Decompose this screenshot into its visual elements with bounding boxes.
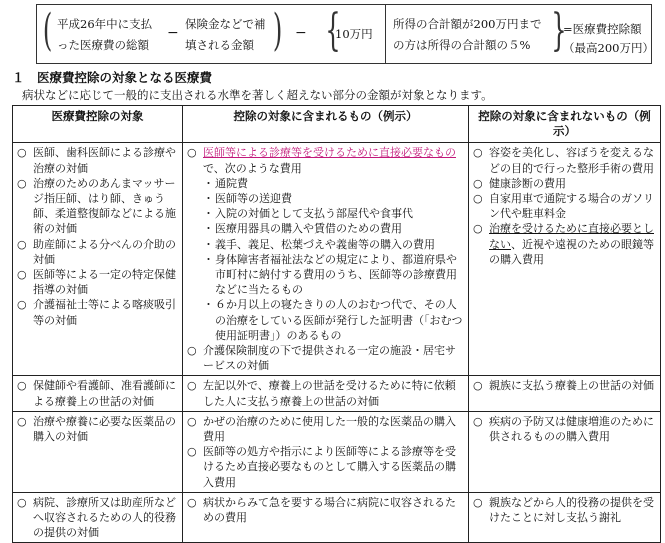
table-row <box>13 376 661 411</box>
list-item: ・ 医療用器具の購入や賃借のための費用 <box>203 222 402 236</box>
list-item: ○ 親族に支払う療養上の世話の対価 <box>473 379 654 393</box>
list-item: ○ 介護保険制度の下で提供される一定の施設・居宅サービスの対価 <box>187 344 456 373</box>
row4-included-examples <box>183 492 469 543</box>
list-item: ○ 医師等による一定の特定保健指導の対価 <box>17 268 176 297</box>
list-item: ○ 容姿を美化し、容ぼうを変えるなどの目的で行った整形手術の費用 <box>473 146 654 175</box>
left-paren: ( <box>42 5 53 56</box>
row2-included-examples <box>183 376 469 411</box>
formula-divider <box>385 5 386 63</box>
list-item: ○ 助産師による分べんの介助の対価 <box>17 237 176 266</box>
right-brace: } <box>551 5 567 56</box>
list-item: ○ 病状からみて急を要する場合に病院に収容されるための費用 <box>187 495 456 525</box>
left-brace: { <box>325 5 341 56</box>
formula-total-medical-expenses-line1: 平成26年中に支払 <box>57 17 153 31</box>
list-item: ○ 親族などから人的役務の提供を受けたことに対し支払う謝礼 <box>473 495 654 525</box>
formula-income-condition-line2: の方は所得の合計額の５% <box>393 38 531 52</box>
row4-excluded-examples <box>469 492 661 543</box>
table-row <box>13 411 661 492</box>
medical-deduction-table <box>12 105 661 543</box>
list-item: ・ 入院の対価として支払う部屋代や食事代 <box>203 207 413 221</box>
row3-deduction-target <box>13 411 183 492</box>
list-item: ○ 治療のためのあんまマッサージ指圧師、はり師、きゅう師、柔道整復師などによる施術の対価 <box>17 176 176 236</box>
list-item: ○ 医師等による診療等を受けるために直接必要なもので、次のような費用 <box>187 146 456 175</box>
list-item: ○ かぜの治療のために使用した一般的な医薬品の購入費用 <box>187 414 456 444</box>
formula-result-line1: =医療費控除額 <box>563 22 642 36</box>
list-item: ・ ６か月以上の寝たきりの人のおむつ代で、その人の治療をしている医師が発行した証明書（「おむつ使用証明書」）のあるもの <box>203 298 463 342</box>
table-row <box>13 143 661 376</box>
formula-total-medical-expenses-line2: った医療費の総額 <box>57 38 149 52</box>
list-item: ○ 健康診断の費用 <box>473 176 566 190</box>
right-paren: ) <box>272 5 283 56</box>
row1-included-examples <box>183 143 469 376</box>
list-item: ・ 医師等の送迎費 <box>203 192 292 206</box>
deduction-formula <box>36 4 652 64</box>
list-item: ○ 治療を受けるために直接必要としない、近視や遠視のための眼鏡等の購入費用 <box>473 222 654 266</box>
formula-income-condition-line1: 所得の合計額が200万円まで <box>393 17 542 31</box>
row1-excluded-examples <box>469 143 661 376</box>
underlined-text: 治療を受けるために直接必要としない <box>489 222 654 251</box>
list-item: ○ 治療や療養に必要な医薬品の購入の対価 <box>17 414 176 444</box>
list-item: ○ 介護福祉士等による喀痰吸引等の対価 <box>17 298 176 327</box>
list-item: ○ 医師等の処方や指示により医師等による診療等を受けるため直接必要なものとして購入する医薬品の購入費用 <box>187 445 456 489</box>
list-item: ・ 義手、義足、松葉づえや義歯等の購入の費用 <box>203 237 435 251</box>
formula-result-line2: （最高200万円） <box>563 41 654 55</box>
header-deduction-target: 医療費控除の対象 <box>13 106 183 143</box>
row3-included-examples <box>183 411 469 492</box>
highlighted-text: 医師等による診療等を受けるために直接必要なもの <box>203 146 456 160</box>
list-item: ・ 通院費 <box>203 176 248 190</box>
list-item: ○ 保健師や看護師、准看護師による療養上の世話の対価 <box>17 379 176 408</box>
list-item: ・ 身体障害者福祉法などの規定により、都道府県や市町村に納付する費用のうち、医師等の診療費用などに当たるもの <box>203 252 457 297</box>
section-description: 病状などに応じて一般的に支出される水準を著しく超えない部分の金額が対象となります。 <box>22 88 493 102</box>
list-item: ○ 自家用車で通院する場合のガソリン代や駐車料金 <box>473 192 654 221</box>
formula-insurance-reimbursement-line2: 填される金額 <box>185 38 254 52</box>
formula-minus-1: − <box>167 25 179 41</box>
table-header-row <box>13 106 661 143</box>
row3-excluded-examples <box>469 411 661 492</box>
row4-deduction-target <box>13 492 183 543</box>
list-item: ○ 病院、診療所又は助産所などへ収容されるための人的役務の提供の対価 <box>17 495 176 540</box>
row1-deduction-target <box>13 143 183 376</box>
row2-deduction-target <box>13 376 183 411</box>
header-excluded-examples: 控除の対象に含まれないもの（例示） <box>469 106 661 143</box>
formula-base-amount: 10万円 <box>335 27 373 41</box>
list-item: ○ 疾病の予防又は健康増進のために供されるものの購入費用 <box>473 414 654 444</box>
formula-insurance-reimbursement-line1: 保険金などで補 <box>185 17 266 31</box>
list-item: ○ 医師、歯科医師による診療や治療の対価 <box>17 146 176 175</box>
formula-minus-2: − <box>295 25 307 41</box>
header-included-examples: 控除の対象に含まれるもの（例示） <box>183 106 469 143</box>
table-row <box>13 492 661 543</box>
section-title: １ 医療費控除の対象となる医療費 <box>12 70 213 85</box>
list-item: ○ 左記以外で、療養上の世話を受けるために特に依頼した人に支払う療養上の世話の対価 <box>187 379 456 408</box>
row2-excluded-examples <box>469 376 661 411</box>
